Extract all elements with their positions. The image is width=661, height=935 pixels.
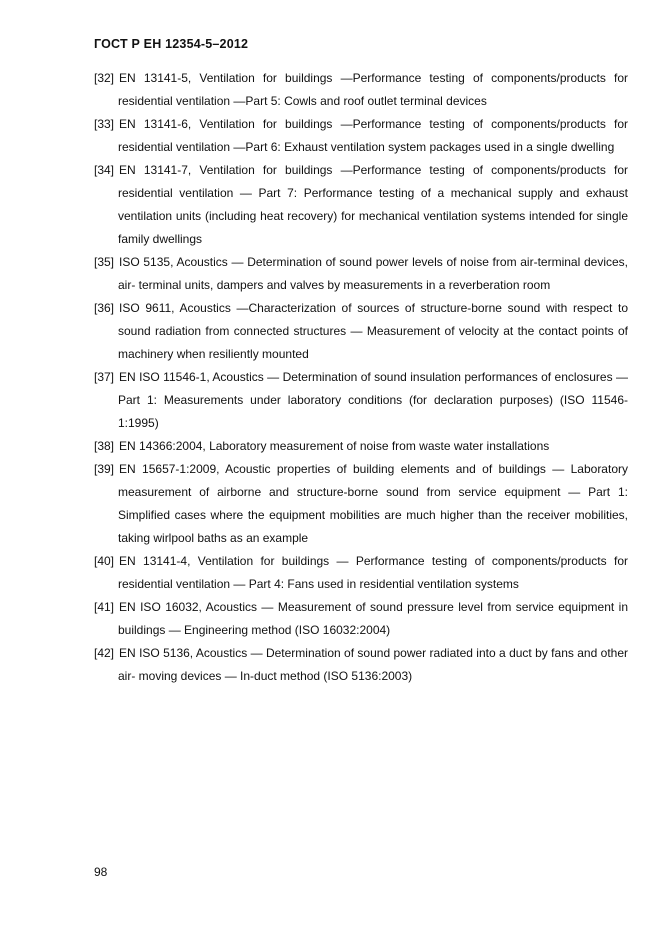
entry-number: [34] — [94, 163, 115, 177]
entry-number: [36] — [94, 301, 115, 315]
entry-number: [35] — [94, 255, 115, 269]
entry-number: [39] — [94, 462, 115, 476]
entry-number: [42] — [94, 646, 115, 660]
entry-text: EN 13141-4, Ventilation for buildings — Performance testing of components/products for residential ventilation — Part 4: Fans used in residential ventilation systems — [118, 554, 628, 591]
bibliography-entry — [94, 550, 628, 596]
entry-text: ISO 9611, Acoustics —Characterization of sources of structure-borne sound with respect to sound radiation from connected structures — Measurement of velocity at the contact points of machinery when resiliently mounted — [118, 301, 628, 361]
page-header: ГОСТ Р ЕН 12354-5–2012 — [94, 37, 249, 51]
entry-number: [40] — [94, 554, 115, 568]
bibliography-entry — [94, 366, 628, 435]
bibliography-entry — [94, 67, 628, 113]
bibliography-entry — [94, 113, 628, 159]
entry-number: [41] — [94, 600, 115, 614]
entry-text: EN 13141-7, Ventilation for buildings —Performance testing of components/products for residential ventilation — Part 7: Performance testing of a mechanical supply and exhaust ventilation units (including heat recovery) for mechanical ventilation systems intended for single family dwellings — [118, 163, 628, 246]
bibliography-entry — [94, 435, 628, 458]
page-number: 98 — [94, 865, 108, 879]
entry-number: [37] — [94, 370, 115, 384]
entry-number: [32] — [94, 71, 115, 85]
entry-text: EN 14366:2004, Laboratory measurement of noise from waste water installations — [119, 439, 550, 453]
bibliography-list — [94, 67, 628, 688]
bibliography-entry — [94, 297, 628, 366]
bibliography-entry — [94, 458, 628, 550]
entry-text: ISO 5135, Acoustics — Determination of sound power levels of noise from air-terminal devices, air- terminal units, dampers and valves by measurements in a reverberation room — [118, 255, 628, 292]
entry-text: EN 13141-5, Ventilation for buildings —Performance testing of components/products for residential ventilation —Part 5: Cowls and roof outlet terminal devices — [118, 71, 628, 108]
bibliography-entry — [94, 159, 628, 251]
entry-text: EN ISO 11546-1, Acoustics — Determination of sound insulation performances of enclosures — Part 1: Measurements under laboratory conditions (for declaration purposes) (ISO 11546-1:1995) — [118, 370, 628, 430]
bibliography-entry — [94, 642, 628, 688]
entry-text: EN ISO 5136, Acoustics — Determination of sound power radiated into a duct by fans and other air- moving devices — In-duct method (ISO 5136:2003) — [118, 646, 628, 683]
entry-text: EN 15657-1:2009, Acoustic properties of building elements and of buildings — Laboratory measurement of airborne and structure-borne sound from service equipment — Part 1: Simplified cases where the equipment mobilities are much higher than the receiver mobilities, taking wirlpool baths as an example — [118, 462, 628, 545]
entry-text: EN 13141-6, Ventilation for buildings —Performance testing of components/products for residential ventilation —Part 6: Exhaust ventilation system packages used in a single dwelling — [118, 117, 628, 154]
bibliography-entry — [94, 596, 628, 642]
entry-number: [33] — [94, 117, 115, 131]
entry-text: EN ISO 16032, Acoustics — Measurement of sound pressure level from service equipment in buildings — Engineering method (ISO 16032:2004) — [118, 600, 628, 637]
entry-number: [38] — [94, 439, 115, 453]
bibliography-entry — [94, 251, 628, 297]
